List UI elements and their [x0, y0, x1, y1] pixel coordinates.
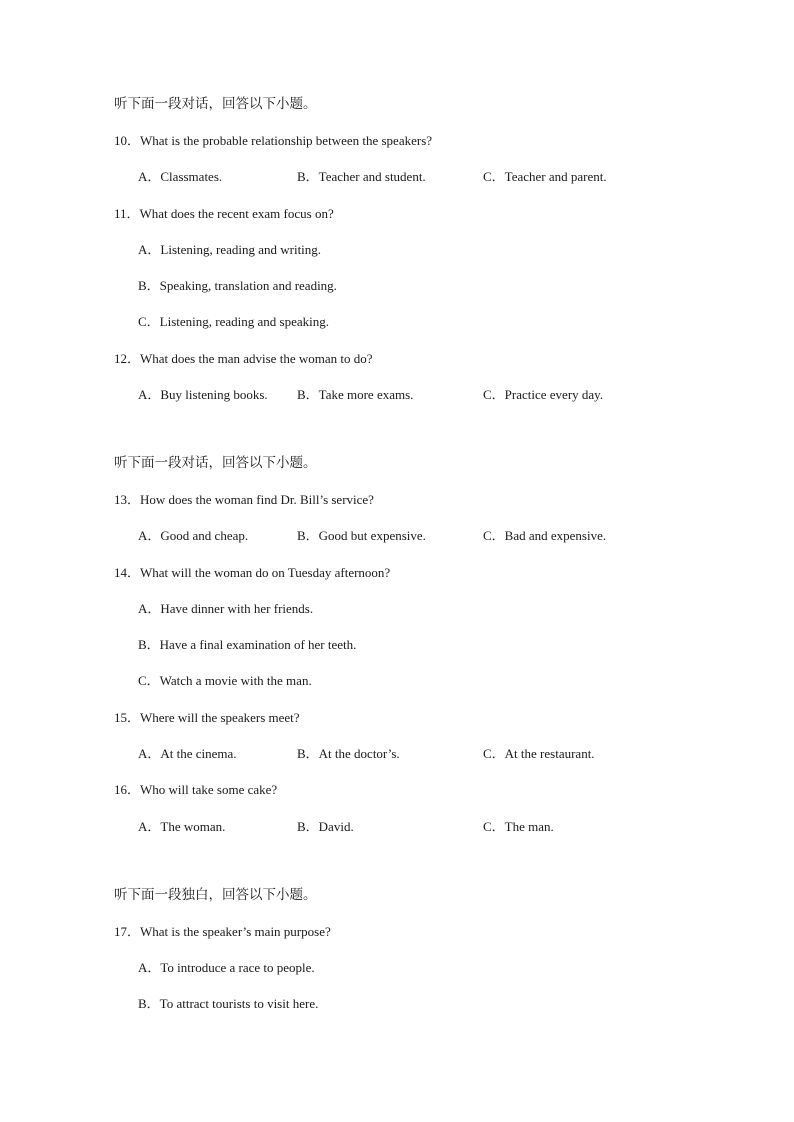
- question-10-option-c: C．Teacher and parent.: [483, 169, 607, 184]
- question-15: 15．Where will the speakers meet?: [114, 710, 300, 725]
- question-11-option-b: B．Speaking, translation and reading.: [138, 278, 337, 293]
- question-10-option-a: A．Classmates.: [138, 169, 223, 184]
- question-13: 13．How does the woman find Dr. Bill’s service?: [114, 492, 374, 507]
- question-10-option-b: B．Teacher and student.: [297, 169, 426, 184]
- question-12-option-c: C．Practice every day.: [483, 387, 604, 402]
- question-12-option-a: A．Buy listening books.: [138, 387, 268, 402]
- question-14-option-b: B．Have a final examination of her teeth.: [138, 637, 357, 652]
- question-16-option-a: A．The woman.: [138, 819, 226, 834]
- question-13-option-a: A．Good and cheap.: [138, 528, 249, 543]
- question-14-option-c: C．Watch a movie with the man.: [138, 673, 312, 688]
- question-17-option-b: B．To attract tourists to visit here.: [138, 996, 319, 1011]
- question-11: 11．What does the recent exam focus on?: [114, 206, 334, 221]
- question-15-option-b: B．At the doctor’s.: [297, 746, 400, 761]
- section-heading-2: 听下面一段对话，回答以下小题。: [114, 455, 317, 470]
- question-16-option-c: C．The man.: [483, 819, 554, 834]
- question-13-option-b: B．Good but expensive.: [297, 528, 426, 543]
- question-11-option-c: C．Listening, reading and speaking.: [138, 314, 329, 329]
- question-11-option-a: A．Listening, reading and writing.: [138, 242, 322, 257]
- question-12: 12．What does the man advise the woman to do?: [114, 351, 373, 366]
- question-14-option-a: A．Have dinner with her friends.: [138, 601, 314, 616]
- question-17: 17．What is the speaker’s main purpose?: [114, 924, 331, 939]
- question-16-option-b: B．David.: [297, 819, 354, 834]
- section-heading-1: 听下面一段对话，回答以下小题。: [114, 96, 317, 111]
- question-10: 10．What is the probable relationship between the speakers?: [114, 133, 433, 148]
- question-16: 16．Who will take some cake?: [114, 782, 278, 797]
- question-17-option-a: A．To introduce a race to people.: [138, 960, 315, 975]
- section-heading-3: 听下面一段独白，回答以下小题。: [114, 887, 317, 902]
- question-15-option-c: C．At the restaurant.: [483, 746, 595, 761]
- question-14: 14．What will the woman do on Tuesday afternoon?: [114, 565, 391, 580]
- question-13-option-c: C．Bad and expensive.: [483, 528, 607, 543]
- question-12-option-b: B．Take more exams.: [297, 387, 414, 402]
- question-15-option-a: A．At the cinema.: [138, 746, 237, 761]
